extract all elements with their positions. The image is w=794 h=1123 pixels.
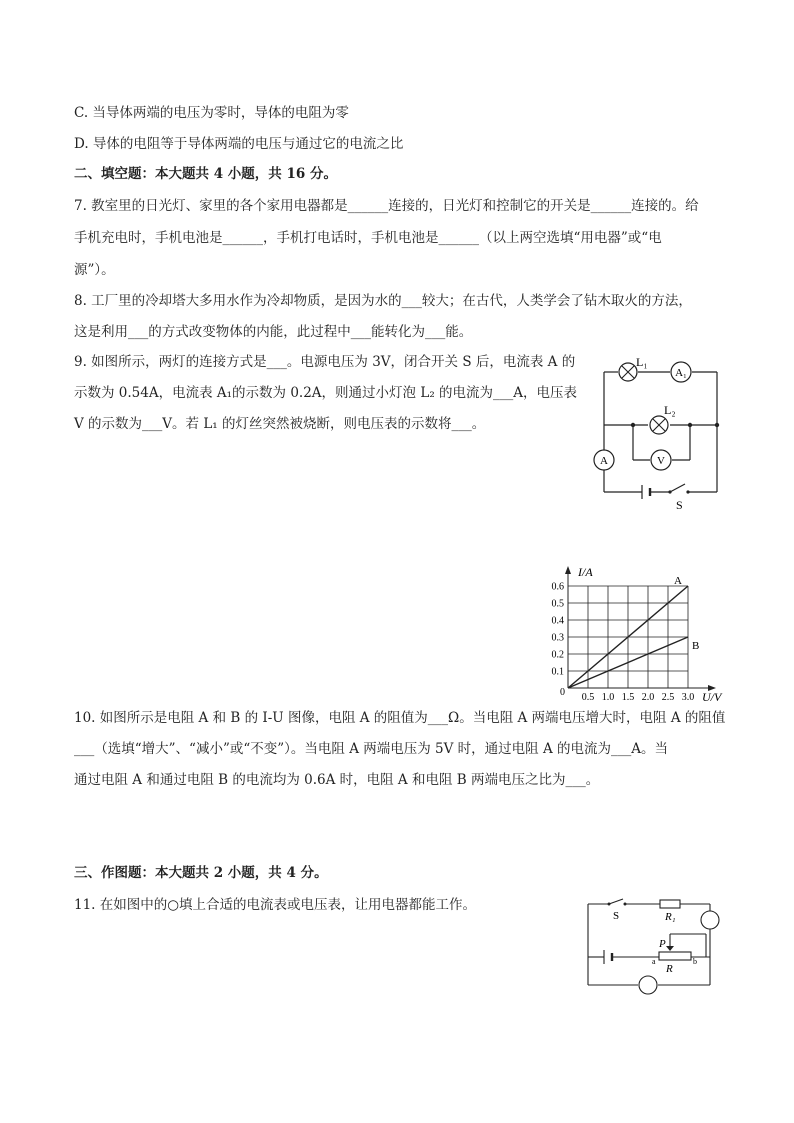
q9-line-2: 示数为 0.54A，电流表 A₁的示数为 0.2A，则通过小灯泡 L₂ 的电流为___A，电压表 <box>74 385 578 401</box>
q11-text: 11. 在如图中的○填上合适的电流表或电压表，让用电器都能工作。 <box>74 897 477 913</box>
x-axis-label: U/V <box>702 690 722 702</box>
ammeter-a-label: A <box>600 455 608 467</box>
q8-line-1: 8. 工厂里的冷却塔大多用水作为冷却物质，是因为水的___较大；在古代，人类学会了钻木取火的方法， <box>74 293 692 309</box>
q10-line-1: 10. 如图所示是电阻 A 和 B 的 I-U 图像，电阻 A 的阻值为___Ω。当电阻 A 两端电压增大时，电阻 A 的阻值 <box>74 710 726 726</box>
origin-label: 0 <box>560 687 565 698</box>
x-tick-label: 0.5 <box>581 692 595 702</box>
empty-meter-circle-2 <box>639 976 657 994</box>
q7-line-2: 手机充电时，手机电池是______，手机打电话时，手机电池是______（以上两空选填“用电器”或“电 <box>74 230 662 246</box>
lamp-l1-icon <box>619 363 637 381</box>
series-label-b: B <box>692 640 700 652</box>
lamp-l2-label: L₂ <box>664 403 676 417</box>
q8-line-2: 这是利用___的方式改变物体的内能，此过程中___能转化为___能。 <box>74 324 473 340</box>
lamp-l1-label: L₁ <box>636 355 648 369</box>
option-c: C. 当导体两端的电压为零时，导体的电阻为零 <box>74 105 349 121</box>
y-tick-label: 0.4 <box>551 615 564 627</box>
x-tick-label: 1.0 <box>601 692 615 702</box>
voltmeter-v-label: V <box>657 455 665 467</box>
resistor-r1-icon <box>660 900 680 908</box>
q9-circuit-diagram <box>590 345 730 515</box>
x-tick-label: 2.0 <box>641 692 655 702</box>
q11-switch-label: S <box>613 910 620 922</box>
option-d: D. 导体的电阻等于导体两端的电压与通过它的电流之比 <box>74 136 404 152</box>
q9-line-1: 9. 如图所示，两灯的连接方式是___。电源电压为 3V，闭合开关 S 后，电流表 A 的 <box>74 354 576 370</box>
section-heading-drawing: 三、作图题：本大题共 2 小题，共 4 分。 <box>74 865 328 881</box>
q7-line-1: 7. 教室里的日光灯、家里的各个家用电器都是______连接的，日光灯和控制它的开关是______连接的。给 <box>74 198 699 214</box>
chart-labels <box>552 565 724 702</box>
x-tick-label: 3.0 <box>681 692 695 702</box>
iu-graph-chart <box>540 552 725 702</box>
rheostat-icon <box>659 952 691 960</box>
q11-r1-label: R₁ <box>665 911 676 923</box>
q9-line-3: V 的示数为___V。若 L₁ 的灯丝突然被烧断，则电压表的示数将___。 <box>74 416 486 432</box>
ammeter-a1-label: A₁ <box>675 367 687 379</box>
x-tick-label: 1.5 <box>621 692 635 702</box>
y-axis-label: I/A <box>578 565 593 579</box>
series-label-a: A <box>674 575 682 587</box>
q11-end-a-label: a <box>652 957 656 966</box>
lamp-l2-icon <box>650 416 668 434</box>
y-tick-label: 0.5 <box>551 598 564 610</box>
x-tick-label: 2.5 <box>661 692 675 702</box>
q10-line-3: 通过电阻 A 和通过电阻 B 的电流均为 0.6A 时，电阻 A 和电阻 B 两端电压之比为___。 <box>74 772 600 788</box>
empty-meter-circle-1 <box>701 911 719 929</box>
y-tick-label: 0.1 <box>551 666 564 678</box>
y-tick-label: 0.3 <box>551 632 564 644</box>
switch-s-label: S <box>676 498 683 512</box>
q11-rheostat-r-label: R <box>666 963 673 975</box>
y-tick-label: 0.2 <box>551 649 564 661</box>
q7-line-3: 源”）。 <box>74 262 115 278</box>
section-heading-fill-blank: 二、填空题：本大题共 4 小题，共 16 分。 <box>74 166 337 182</box>
y-axis-arrow <box>565 566 571 574</box>
q10-line-2: ___（选填“增大”、“减小”或“不变”）。当电阻 A 两端电压为 5V 时，通过电阻 A 的电流为___A。当 <box>74 741 668 757</box>
y-tick-label: 0.6 <box>551 581 564 593</box>
q11-slider-p-label: P <box>659 938 666 950</box>
q11-end-b-label: b <box>693 957 697 966</box>
q11-circuit-diagram <box>580 893 725 998</box>
